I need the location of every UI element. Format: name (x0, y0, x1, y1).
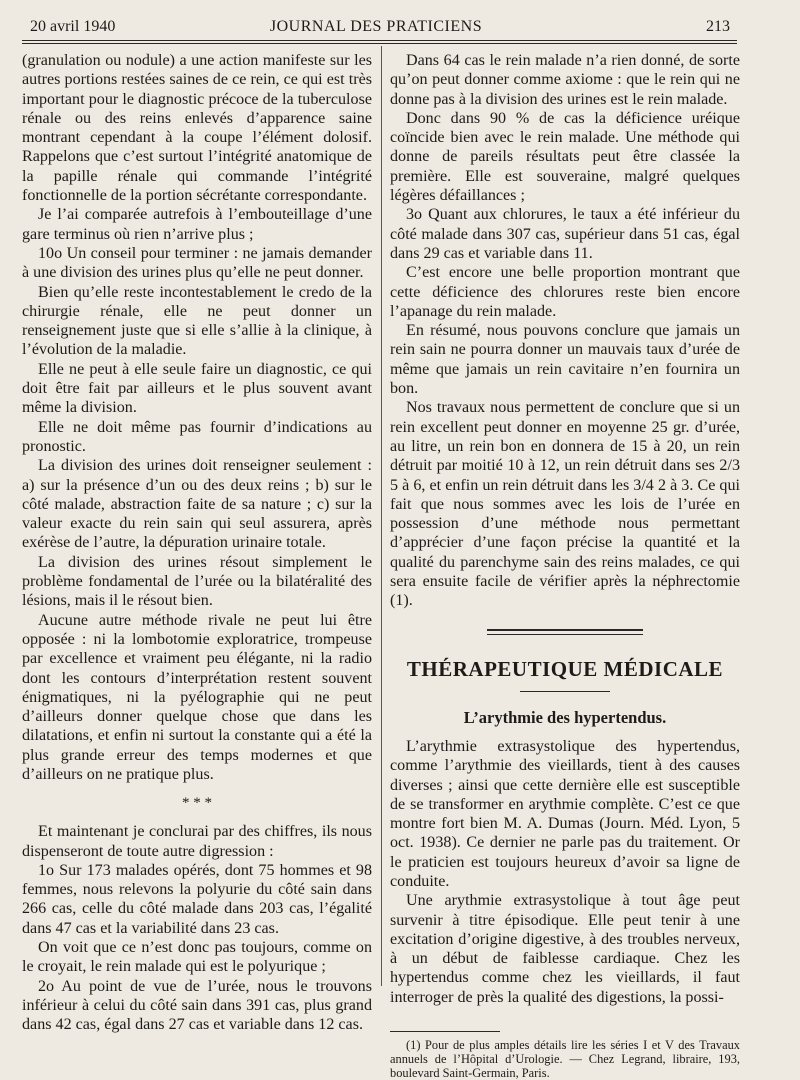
issue-date: 20 avril 1940 (30, 18, 116, 35)
page-number: 213 (706, 18, 730, 35)
section-title-underline (520, 691, 610, 692)
paragraph: 3o Quant aux chlorures, le taux a été inférieur du côté malade dans 307 cas, supérieur dans 51 cas, égal dans 29 cas et variable dans 11. (390, 206, 740, 262)
paragraph: Elle ne peut à elle seule faire un diagnostic, ce qui doit être fait par ailleurs et le plus souvent avant même la division. (22, 360, 372, 417)
paragraph: (granulation ou nodule) a une action manifeste sur les autres portions restées saines de ce rein, ce qui est très important pour le diagnostic précoce de la tuberculose rénale ou des reins enlevés d’apparence saine montrant cependant à la coupe l’élément dolosif. Rappelons que c’est surtout l’intégrité anatomique de la papille rénale qui commande l’intégrité fonctionnelle de la portion sécrétante correspondante. (22, 52, 372, 205)
paragraph: Et maintenant je conclurai par des chiffres, ils nous dispenseront de toute autre digression : (22, 823, 372, 860)
section-break-asterism: * * * (182, 795, 212, 812)
footnote-rule (390, 1031, 500, 1032)
paragraph: La division des urines doit renseigner seulement : a) sur la présence d’un ou des deux reins ; b) sur le côté malade, abstraction faite de sa nature ; c) sur la valeur exacte du rein sain qui seul assurera, après exérèse de l’autre, la dépuration urinaire totale. (22, 457, 372, 552)
column-divider (381, 46, 382, 986)
paragraph: La division des urines résout simplement le problème fondamental de l’urée ou la bilatéralité des lésions, mais il le résout bien. (22, 553, 372, 610)
section-rule (487, 629, 643, 631)
paragraph: Donc dans 90 % de cas la déficience uréique coïncide bien avec le rein malade. Une méthode qui donne de pareils résultats peut être classée la première. Elle est souveraine, malgré quelques légères défaillances ; (390, 109, 740, 205)
paragraph: Je l’ai comparée autrefois à l’embouteillage d’une gare terminus où rien n’arrive plus ; (22, 206, 372, 243)
paragraph: L’arythmie extrasystolique des hypertendus, comme l’arythmie des vieillards, tient à des causes diverses ; ainsi que cette dernière elle est susceptible de se transformer en arythmie complète. C’est ce que montre fort bien M. A. Dumas (Journ. Méd. Lyon, 5 oct. 1938). Ce dernier ne parle pas du traitement. Or le praticien est toujours heureux d’avoir sa ligne de conduite. (390, 737, 740, 890)
paragraph: 1o Sur 173 malades opérés, dont 75 hommes et 98 femmes, nous relevons la polyurie du côté sain dans 266 cas, celle du côté malade dans 203 cas, l’égalité dans 47 cas et la variabilité dans 23 cas. (22, 861, 372, 937)
paragraph: Bien qu’elle reste incontestablement le credo de la chirurgie rénale, elle ne peut donner un renseignement juste que si elle s’allie à la clinique, à l’évolution de la maladie. (22, 283, 372, 359)
right-column (390, 51, 740, 1080)
paragraph: Nos travaux nous permettent de conclure que si un rein excellent peut donner en moyenne 25 gr. d’urée, au litre, un rein bon en donnera de 15 à 20, un rein détruit par moitié 10 à 12, un rein détruit dans ses 2/3 5 à 6, et enfin un rein détruit dans les 3/4 2 à 3. Ce qui fait que nous sommes avec les lois de l’urée en possession d’une méthode nous permettant d’apprécier d’une façon précise la quantité et la qualité du parenchyme sain des reins malades, ce qui sera ensuite facile de vérifier après la néphrectomie (1). (390, 399, 740, 610)
left-column (22, 51, 372, 1035)
section-title: THÉRAPEUTIQUE MÉDICALE (406, 656, 724, 681)
paragraph: C’est encore une belle proportion montrant que cette déficience des chlorures reste bien encore l’apanage du rein malade. (390, 264, 740, 320)
paragraph: Elle ne doit même pas fournir d’indications au pronostic. (22, 418, 372, 455)
paragraph: On voit que ce n’est donc pas toujours, comme on le croyait, le rein malade qui est le polyurique ; (22, 939, 372, 976)
paragraph: 10o Un conseil pour terminer : ne jamais demander à une division des urines plus qu’elle ne peut donner. (22, 244, 372, 282)
header-rule-thin (22, 43, 737, 44)
footnote: (1) Pour de plus amples détails lire les séries I et V des Travaux annuels de l’Hôpital d’Urologie. — Chez Legrand, libraire, 193, boulevard Saint-Germain, Paris. (390, 1038, 740, 1080)
section-rule-thin (487, 634, 643, 635)
article-title: L’arythmie des hypertendus. (463, 707, 667, 727)
paragraph: Aucune autre méthode rivale ne peut lui être opposée : ni la lombotomie exploratrice, trompeuse par excellence et vraiment peu élégante, ni la radio dont les contours d’interprétation restent souvent énigmatiques, ni la pyélographie qui ne peut d’ailleurs donner quelque chose que dans les dilatations, et enfin ni surtout la constante qui a été la plus grande erreur des temps modernes et que d’ailleurs on ne pratique plus. (22, 611, 372, 783)
paragraph: En résumé, nous pouvons conclure que jamais un rein sain ne pourra donner un mauvais taux d’urée de même que jamais un rein cavitaire n’en fournira un bon. (390, 322, 740, 398)
journal-title: JOURNAL DES PRATICIENS (269, 18, 483, 35)
header-rule (22, 40, 737, 41)
page-header (22, 16, 730, 40)
paragraph: Une arythmie extrasystolique à tout âge peut survenir à titre épisodique. Elle peut tenir à une excitation d’origine digestive, à des troubles nerveux, à un début de faiblesse cardiaque. Chez les hypertendus comme chez les vieillards, il faut interroger de près la qualité des digestions, la possi- (390, 892, 740, 1006)
paragraph: Dans 64 cas le rein malade n’a rien donné, de sorte qu’on peut donner comme axiome : que le rein qui ne donne pas à la division des urines est le rein malade. (390, 52, 740, 108)
paragraph: 2o Au point de vue de l’urée, nous le trouvons inférieur à celui du côté sain dans 391 cas, plus grand dans 42 cas, égal dans 27 cas et variable dans 12 cas. (22, 977, 372, 1034)
